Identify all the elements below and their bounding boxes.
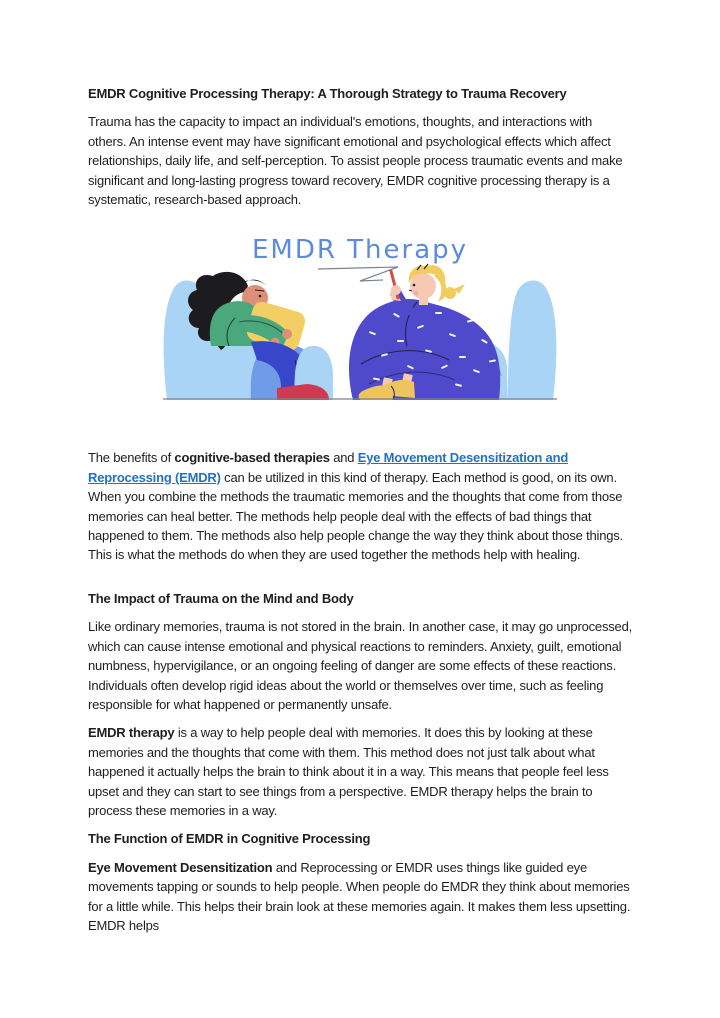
benefits-paragraph: [88, 448, 633, 564]
bold-text-run: EMDR Cognitive Processing Therapy: A Thorough Strategy to Trauma Recovery: [88, 86, 567, 101]
text-run: The benefits of: [88, 450, 175, 466]
zigzag-arrow: [318, 267, 398, 281]
document-content: [88, 84, 633, 944]
left-person-hand: [282, 329, 292, 339]
emdr-therapy-paragraph: [88, 723, 633, 820]
doc-title: [88, 84, 633, 103]
bold-text-run: The Impact of Trauma on the Mind and Body: [88, 590, 354, 606]
impact-paragraph: [88, 617, 633, 714]
illustration-caption: EMDR Therapy: [251, 235, 469, 266]
text-run: Trauma has the capacity to impact an individual's emotions, thoughts, and interactions with others. An intense event may have significant emotional and psychological effects which affect relationships, daily life, and self-perception. To assist people process traumatic events and make significant and long-lasting progress toward recovery, EMDR cognitive processing therapy is a systematic, research-based approach.: [88, 114, 623, 208]
text-run: and: [329, 450, 358, 466]
right-person-ponytail: [444, 287, 456, 299]
emdr-illustration: [155, 214, 565, 404]
text-run: is a way to help people deal with memories. It does this by looking at these memories and the thoughts that come with them. This method does not just talk about what happened it actually helps the brain to think about it in a way. This means that people feel less upset and they can start to see things from a perspective. EMDR therapy helps the brain to process these memories in a way.: [88, 725, 609, 818]
function-paragraph: [88, 858, 633, 936]
right-person-hand: [391, 285, 401, 295]
text-run: can be utilized in this kind of therapy. Each method is good, on its own. When you combine the methods the traumatic memories and the thoughts that come from those memories can heal better. The methods help people deal with the effects of bad things that happened to them. The methods also help people change the way they think about those things. This is what the methods do when they are used together the methods help with healing.: [88, 469, 623, 563]
bold-text-run: cognitive-based therapies: [174, 450, 330, 466]
section-heading-impact: [88, 589, 633, 608]
text-run: and Reprocessing or EMDR uses things like guided eye movements tapping or sounds to help people. When people do EMDR they think about memories for a little while. This helps their brain look at these memories again. It makes them less upsetting. EMDR helps: [88, 859, 631, 933]
right-person-dress: [349, 299, 500, 400]
section-heading-function: [88, 829, 633, 848]
emdr-illustration-svg: [155, 214, 565, 404]
right-person: [349, 264, 500, 400]
bold-text-run: EMDR therapy: [88, 725, 175, 741]
intro-paragraph: [88, 112, 633, 209]
bold-text-run: The Function of EMDR in Cognitive Processing: [88, 831, 371, 847]
text-run: Like ordinary memories, trauma is not stored in the brain. In another case, it may go unprocessed, which can cause intense emotional and physical reactions to reminders. Anxiety, guilt, emotional numbness, hypervigilance, or an ongoing feeling of danger are some effects of these reactions. Individuals often develop rigid ideas about the world or themselves over time, such as feeling responsible for what happened or permanently unsafe.: [88, 619, 633, 712]
bold-text-run: Eye Movement Desensitization: [88, 859, 273, 875]
emdr-hyperlink[interactable]: Eye Movement Desensitization and Reprocessing (EMDR): [88, 450, 569, 485]
